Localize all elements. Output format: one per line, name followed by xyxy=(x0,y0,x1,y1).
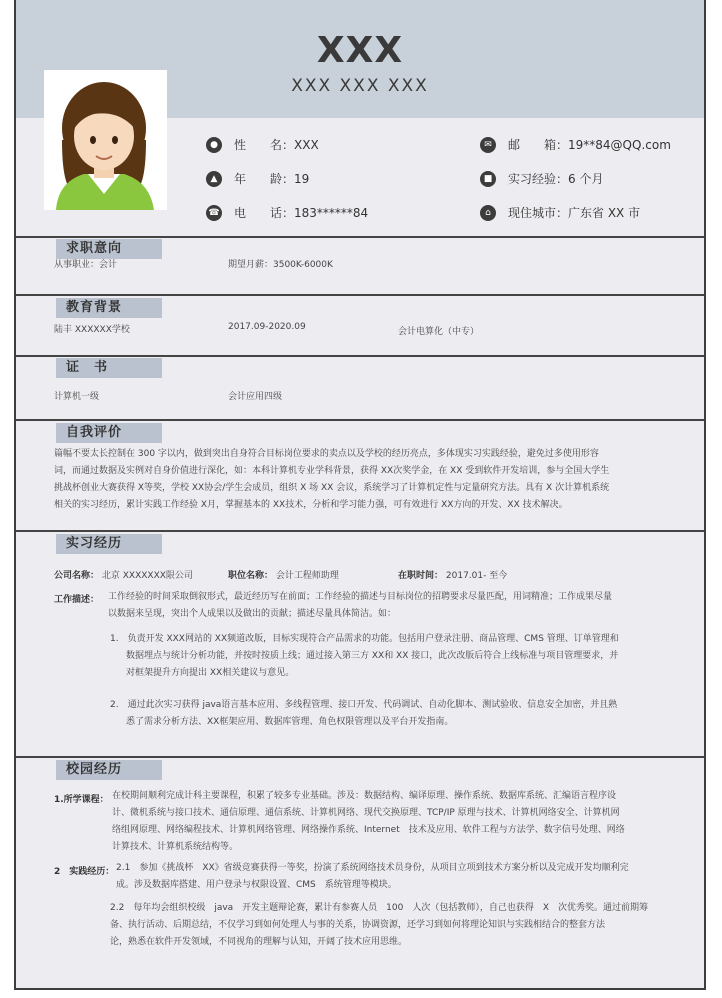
age-value: 19 xyxy=(294,171,310,186)
name-value: XXX xyxy=(294,137,319,152)
info-city xyxy=(480,204,640,221)
section-title-certs: 证 书 xyxy=(56,358,162,378)
desc-line: 工作经验的时间采取倒叙形式，最近经历写在前面；工作经验的描述与目标岗位的招聘要求尽量匹配，用词精准；工作成果尽量 xyxy=(108,592,613,602)
item-line: 对框架提升方向提出 XX相关建议与意见。 xyxy=(126,668,295,678)
info-email xyxy=(480,136,671,153)
city-value: 广东省 XX 市 xyxy=(568,206,641,220)
course-line: 计、微机系统与接口技术、通信原理、通信系统、计算机网络、现代交换原理、TCP/IP 原理与技术、计算机网络安全、计算机网 xyxy=(112,808,620,818)
candidate-name: XXX xyxy=(316,30,404,71)
education-major: 会计电算化（中专） xyxy=(398,327,480,337)
age-label: 年 龄： xyxy=(234,172,295,186)
phone-icon: ☎ xyxy=(206,205,222,221)
self-evaluation xyxy=(54,446,684,514)
course-line: 计算技术、计算机系统结构等。 xyxy=(112,842,239,852)
intern-time xyxy=(398,568,507,581)
company-value: 北京 XXXXXXX限公司 xyxy=(101,571,193,581)
info-name xyxy=(206,136,319,153)
info-experience xyxy=(480,170,603,187)
item-line: 悉了需求分析方法、XX框架应用、数据库管理、角色权限管理以及平台开发指南。 xyxy=(126,717,454,727)
person-icon: ● xyxy=(206,137,222,153)
mail-icon: ✉ xyxy=(480,137,496,153)
course-label: 1.所学课程： xyxy=(54,795,109,805)
work-item-2 xyxy=(110,697,690,731)
avatar xyxy=(44,70,167,210)
divider-intent xyxy=(16,236,704,238)
divider-self xyxy=(16,419,704,421)
avatar-illustration xyxy=(44,70,167,210)
practice-line: 备、执行活动、后期总结，不仅学习到如何处理人与事的关系，协调资源，还学习到如何将理论知识与实践相结合的整套方法 xyxy=(110,920,606,930)
section-title-self: 自我评价 xyxy=(56,423,162,443)
name-label: 性 名： xyxy=(234,138,295,152)
home-icon: ⌂ xyxy=(480,205,496,221)
course-line: 在校期间顺利完成计科主要课程，积累了较多专业基础。涉及：数据结构、编译原理、操作系统、数据库系统、汇编语言程序设 xyxy=(112,791,617,801)
course-line: 络组网原理、网络编程技术、计算机网络管理、网络操作系统、Internet 技术及应用、软件工程与方法学、数字信号处理、网络 xyxy=(112,825,625,835)
intern-position xyxy=(228,568,339,581)
divider-campus xyxy=(16,756,704,758)
intern-company xyxy=(54,568,193,581)
desc-line: 以数据来呈现，突出个人成果以及做出的贡献；描述尽量具体简洁。如： xyxy=(108,609,397,619)
cake-icon: ▲ xyxy=(206,171,222,187)
divider-certs xyxy=(16,355,704,357)
intent-salary: 期望月薪：3500K-6000K xyxy=(228,260,333,270)
practice-label: 2 实践经历： xyxy=(54,867,115,877)
self-line: 篇幅不要太长控制在 300 字以内，做到突出自身符合目标岗位要求的卖点以及学校的经历亮点，多体现实习实践经验，避免过多使用形容 xyxy=(54,449,599,459)
work-desc xyxy=(108,589,688,623)
time-label: 在职时间： xyxy=(398,571,444,581)
phone-label: 电 话： xyxy=(234,206,295,220)
position-value: 会计工程师助理 xyxy=(275,571,339,581)
intent-job: 从事职业：会计 xyxy=(54,260,118,270)
cert-1: 计算机一级 xyxy=(54,392,100,402)
education-period: 2017.09-2020.09 xyxy=(228,322,306,332)
item-line: 2. 通过此次实习获得 java语言基本应用、多线程管理、接口开发、代码调试、自动化脚本、测试验收、信息安全加密，并且熟 xyxy=(110,700,618,710)
work-item-1 xyxy=(110,631,690,682)
section-title-education: 教育背景 xyxy=(56,298,162,318)
education-school: 陆丰 XXXXXX学校 xyxy=(54,325,130,335)
candidate-subtitle: XXX XXX XXX xyxy=(291,76,429,96)
company-label: 公司名称： xyxy=(54,571,100,581)
bookmark-icon: ■ xyxy=(480,171,496,187)
work-desc-label: 工作描述： xyxy=(54,595,100,605)
practice-line: 2.1 参加《挑战杯 XX》省级竞赛获得一等奖，扮演了系统网络技术员身份，从项目立项到技术方案分析以及完成开发均顺利完 xyxy=(116,863,629,873)
experience-label: 实习经验： xyxy=(508,172,569,186)
divider-education xyxy=(16,294,704,296)
self-line: 词，而通过数据及实例对自身价值进行深化，如：本科计算机专业学科背景，获得 XX次奖学金，在 XX 受到软件开发培训，参与全国大学生 xyxy=(54,466,610,476)
section-title-intent: 求职意向 xyxy=(56,239,162,259)
info-age xyxy=(206,170,309,187)
course-list xyxy=(112,788,692,856)
resume-sheet xyxy=(14,0,706,990)
time-value: 2017.01- 至今 xyxy=(445,571,508,581)
email-label: 邮 箱： xyxy=(508,138,569,152)
practice-1 xyxy=(116,860,692,894)
city-label: 现住城市： xyxy=(508,206,569,220)
cert-2: 会计应用四级 xyxy=(228,392,283,402)
position-label: 职位名称： xyxy=(228,571,274,581)
self-line: 相关的实习经历，累计实践工作经验 X月，掌握基本的 XX技术，分析和学习能力强，可有效进行 XX方向的开发、XX 技术解决。 xyxy=(54,500,568,510)
practice-line: 论，熟悉在软件开发领域，不同视角的理解与认知，开阔了技术应用思维。 xyxy=(110,937,408,947)
section-title-intern: 实习经历 xyxy=(56,534,162,554)
self-line: 挑战杯创业大赛获得 X等奖，学校 XX协会/学生会成员，组织 X 场 XX 会议，系统学习了计算机定性与定量研究方法。具有 X 次计算机系统 xyxy=(54,483,610,493)
email-value: 19**84@QQ.com xyxy=(568,137,671,152)
experience-value: 6 个月 xyxy=(568,172,604,186)
practice-line: 2.2 每年均会组织校级 java 开发主题辩论赛，累计有参赛人员 100 人次（包括教师），自己也获得 X 次优秀奖。通过前期筹 xyxy=(110,903,649,913)
divider-intern xyxy=(16,530,704,532)
section-title-campus: 校园经历 xyxy=(56,760,162,780)
practice-line: 成。涉及数据库搭建、用户登录与权限设置、CMS 系统管理等模块。 xyxy=(116,880,397,890)
item-line: 数据埋点与统计分析功能，并按时按质上线；通过接入第三方 XX和 XX 接口，此次改版后符合上线标准与项目管理要求，并 xyxy=(126,651,619,661)
info-phone xyxy=(206,204,368,221)
practice-2 xyxy=(110,900,690,951)
phone-value: 183******84 xyxy=(294,205,369,220)
item-line: 1. 负责开发 XXX网站的 XX频道改版，目标实现符合产品需求的功能。包括用户登录注册、商品管理、CMS 管理、订单管理和 xyxy=(110,634,619,644)
